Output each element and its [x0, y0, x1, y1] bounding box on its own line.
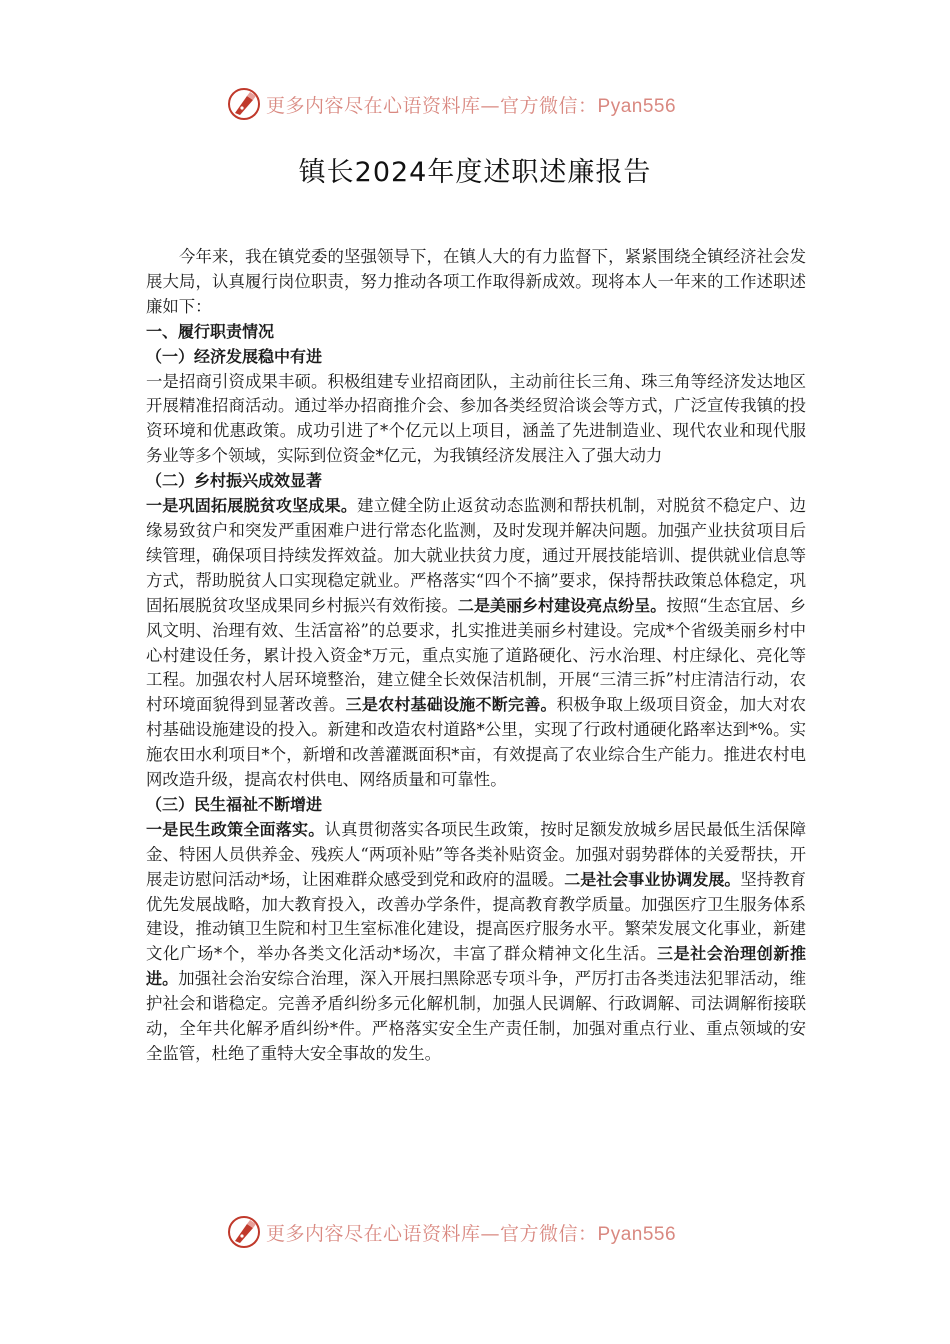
point-heading: 一是巩固拓展脱贫攻坚成果。 [146, 496, 358, 516]
document-title: 镇长2024年度述职述廉报告 [298, 157, 652, 188]
subsection-1-paragraph: 一是招商引资成果丰硕。积极组建专业招商团队，主动前往长三角、珠三角等经济发达地区开展精准招商活动。通过举办招商推介会、参加各类经贸洽谈会等方式，广泛宣传我镇的投资环境和优惠政策。成功引进了*个亿元以上项目，涵盖了先进制造业、现代农业和现代服务业等多个领域，实际到位资金*亿元，为我镇经济发展注入了强大动力 [146, 371, 806, 466]
point-text: 坚持教育优先发展战略，加大教育投入，改善办学条件，提高教育教学质量。加强医疗卫生服务体系建设，推动镇卫生院和村卫生室标准化建设，提高医疗服务水平。繁荣发展文化事业，新建文化广场*个，举办各类文化活动*场次，丰富了群众精神文化生活。 [146, 869, 806, 964]
footer-banner-content [226, 1212, 676, 1252]
point-text: 积极争取上级项目资金，加大对农村基础设施建设的投入。新建和改造农村道路*公里，实现了行政村通硬化路率达到*%。实施农田水利项目*个，新增和改善灌溉面积*亩，有效提高了农业综合生产能力。推进农村电网改造升级，提高农村供电、网络质量和可靠性。 [146, 695, 806, 790]
point-heading: 二是美丽乡村建设亮点纷呈。 [457, 595, 667, 615]
point-text: 认真贯彻落实各项民生政策，按时足额发放城乡居民最低生活保障金、特困人员供养金、残疾人“两项补贴”等各类补贴资金。加强对弱势群体的关爱帮扶，开展走访慰问活动*场，让困难群众感受到党和政府的温暖。 [146, 819, 806, 889]
section-heading-1: 一、履行职责情况 [146, 321, 275, 341]
header-banner [0, 84, 950, 124]
footer-banner [0, 1212, 950, 1252]
subsection-heading-3: （三）民生福祉不断增进 [146, 794, 323, 814]
header-banner-content [226, 84, 676, 124]
point-text: 建立健全防止返贫动态监测和帮扶机制，对脱贫不稳定户、边缘易致贫户和突发严重困难户进行常态化监测，及时发现并解决问题。加强产业扶贫项目后续管理，确保项目持续发挥效益。加大就业扶贫力度，通过开展技能培训、提供就业信息等方式，帮助脱贫人口实现稳定就业。严格落实“四个不摘”要求，保持帮扶政策总体稳定，巩固拓展脱贫攻坚成果同乡村振兴有效衔接。 [146, 496, 806, 615]
intro-paragraph [146, 245, 806, 320]
subsection-2-paragraph [146, 494, 806, 793]
banner-promo-text: 更多内容尽在心语资料库—官方微信： [266, 94, 598, 117]
point-heading: 三是社会治理创新推进。 [146, 944, 806, 989]
point-heading: 一是民生政策全面落实。 [146, 819, 325, 839]
header-banner-text [266, 91, 676, 118]
subsection-heading-1: （一）经济发展稳中有进 [146, 346, 323, 366]
point-text: 按照“生态宜居、乡风文明、治理有效、生活富裕”的总要求，扎实推进美丽乡村建设。完成*个省级美丽乡村中心村建设任务，累计投入资金*万元，重点实施了道路硬化、污水治理、村庄绿化、亮化等工程。加强农村人居环境整治，建立健全长效保洁机制，开展“三清三拆”村庄清洁行动，农村环境面貌得到显著改善。 [146, 595, 806, 715]
point-text: 加强社会治安综合治理，深入开展扫黑除恶专项斗争，严厉打击各类违法犯罪活动，维护社会和谐稳定。完善矛盾纠纷多元化解机制，加强人民调解、行政调解、司法调解衔接联动，全年共化解矛盾纠纷*件。严格落实安全生产责任制，加强对重点行业、重点领域的安全监管，杜绝了重特大安全事故的发生。 [146, 969, 806, 1063]
pen-nib-logo-icon [226, 86, 262, 122]
banner-wechat-id: Pyan556 [597, 95, 677, 117]
banner-wechat-id: Pyan556 [597, 1223, 677, 1245]
subsection-3-paragraph [146, 818, 806, 1067]
point-heading: 三是农村基础设施不断完善。 [345, 695, 557, 715]
banner-promo-text: 更多内容尽在心语资料库—官方微信： [266, 1222, 598, 1245]
intro-text: 今年来，我在镇党委的坚强领导下，在镇人大的有力监督下，紧紧围绕全镇经济社会发展大局，认真履行岗位职责，努力推动各项工作取得新成效。现将本人一年来的工作述职述廉如下： [146, 247, 807, 316]
document-body [146, 245, 806, 1067]
subsection-heading-2: （二）乡村振兴成效显著 [146, 471, 323, 491]
footer-banner-text [266, 1219, 676, 1246]
point-heading: 二是社会事业协调发展。 [564, 869, 741, 889]
pen-nib-logo-icon [226, 1214, 262, 1250]
